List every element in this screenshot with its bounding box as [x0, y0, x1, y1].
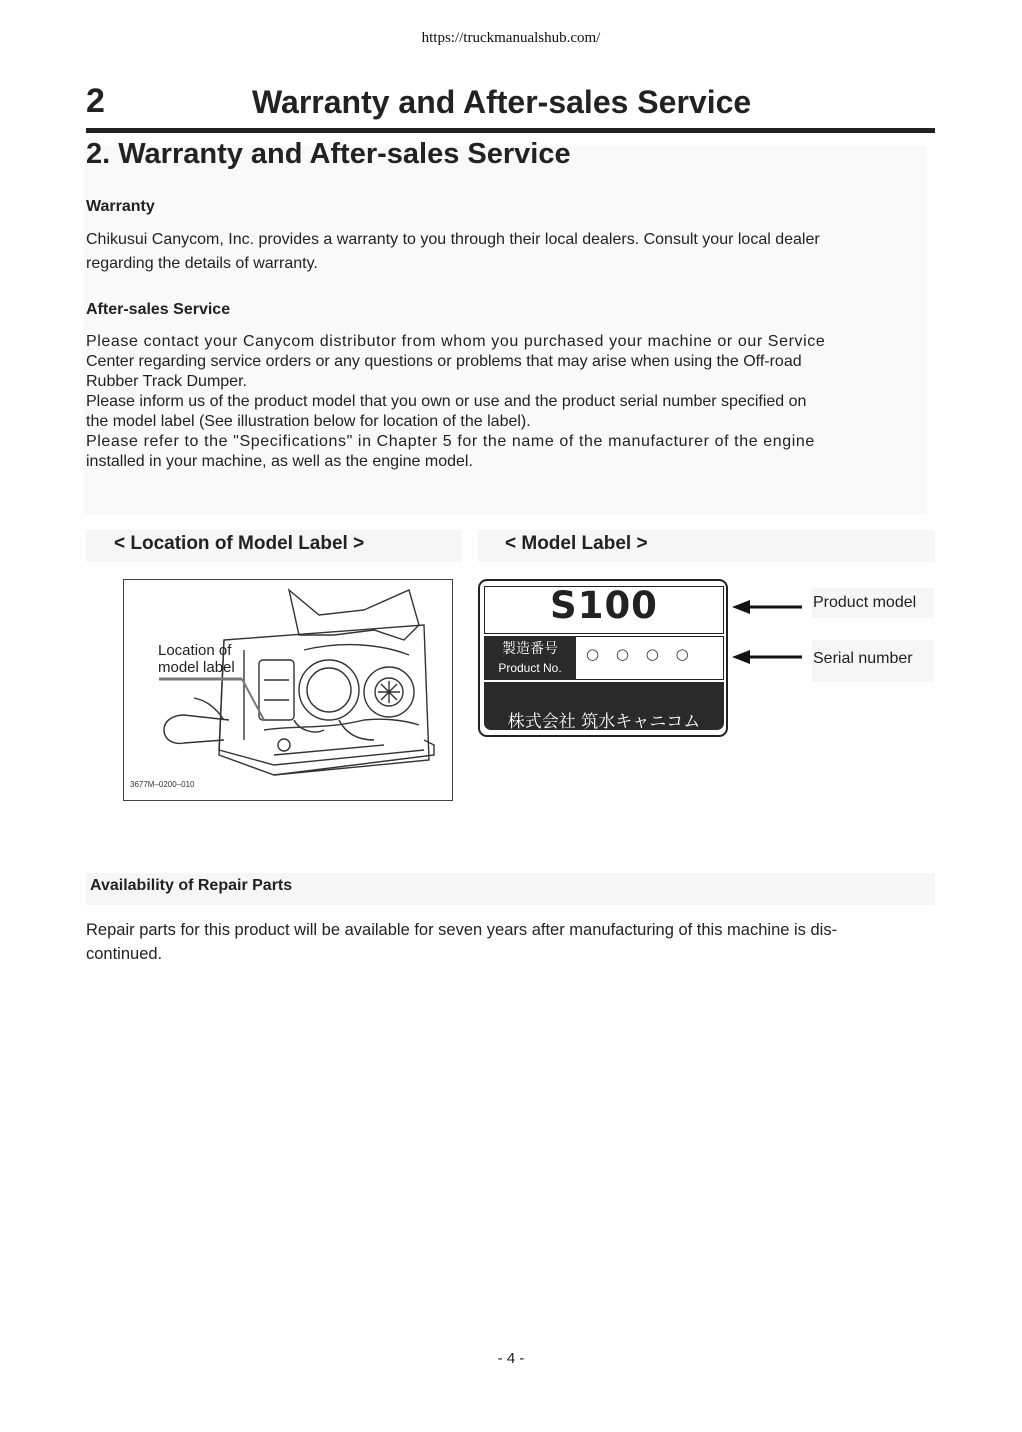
after-sales-line: Center regarding service orders or any questions or problems that may arise when using the Off-road [86, 353, 802, 370]
location-callout-line: Location of [158, 642, 232, 659]
plate-serial-en: Product No. [498, 661, 562, 675]
callout-serial-number: Serial number [813, 650, 913, 667]
model-label-plate [478, 579, 728, 737]
figure-code: 3677M–0200–010 [130, 780, 195, 789]
chapter-title: Warranty and After-sales Service [252, 84, 752, 120]
plate-maker: 株式会社 筑水キャニコム [507, 712, 701, 732]
after-sales-line: Please inform us of the product model that you own or use and the product serial number specified on [86, 393, 807, 410]
after-sales-line: Please contact your Canycom distributor from whom you purchased your machine or our Service [86, 333, 826, 350]
warranty-text-line: regarding the details of warranty. [86, 255, 318, 272]
plate-model: S100 [550, 584, 658, 627]
repair-text-line: continued. [86, 945, 163, 963]
repair-text-line: Repair parts for this product will be available for seven years after manufacturing of this machine is dis- [86, 921, 838, 939]
chapter-number: 2 [86, 82, 105, 120]
callout-product-model: Product model [813, 594, 917, 611]
section-title: 2. Warranty and After-sales Service [86, 138, 571, 170]
location-callout-line: model label [158, 659, 235, 676]
after-sales-line: Please refer to the "Specifications" in Chapter 5 for the name of the manufacturer of the engine [86, 433, 815, 450]
plate-serial-value: ○ ○ ○ ○ [586, 645, 695, 663]
location-heading: < Location of Model Label > [114, 533, 365, 554]
after-sales-line: installed in your machine, as well as the engine model. [86, 453, 473, 470]
after-sales-heading: After-sales Service [86, 301, 231, 318]
after-sales-line: Rubber Track Dumper. [86, 373, 247, 390]
plate-serial-jp: 製造番号 [502, 641, 558, 657]
warranty-text-line: Chikusui Canycom, Inc. provides a warranty to you through their local dealers. Consult your local dealer [86, 231, 820, 248]
location-heading-bar [86, 530, 462, 562]
location-callout [158, 642, 235, 676]
machine-drawing-icon [124, 580, 452, 800]
warranty-text [86, 228, 936, 276]
after-sales-line: the model label (See illustration below for location of the label). [86, 413, 531, 430]
model-heading: < Model Label > [505, 533, 648, 554]
model-heading-bar [478, 530, 935, 562]
warranty-heading: Warranty [86, 198, 155, 215]
machine-illustration [123, 579, 453, 801]
after-sales-text [86, 332, 931, 472]
page-number: - 4 - [497, 1350, 525, 1367]
repair-text [86, 918, 946, 966]
source-url: https://truckmanualshub.com/ [421, 30, 601, 46]
repair-heading: Availability of Repair Parts [90, 877, 293, 894]
header-rule [86, 128, 935, 133]
callout-arrows-icon [730, 590, 810, 670]
